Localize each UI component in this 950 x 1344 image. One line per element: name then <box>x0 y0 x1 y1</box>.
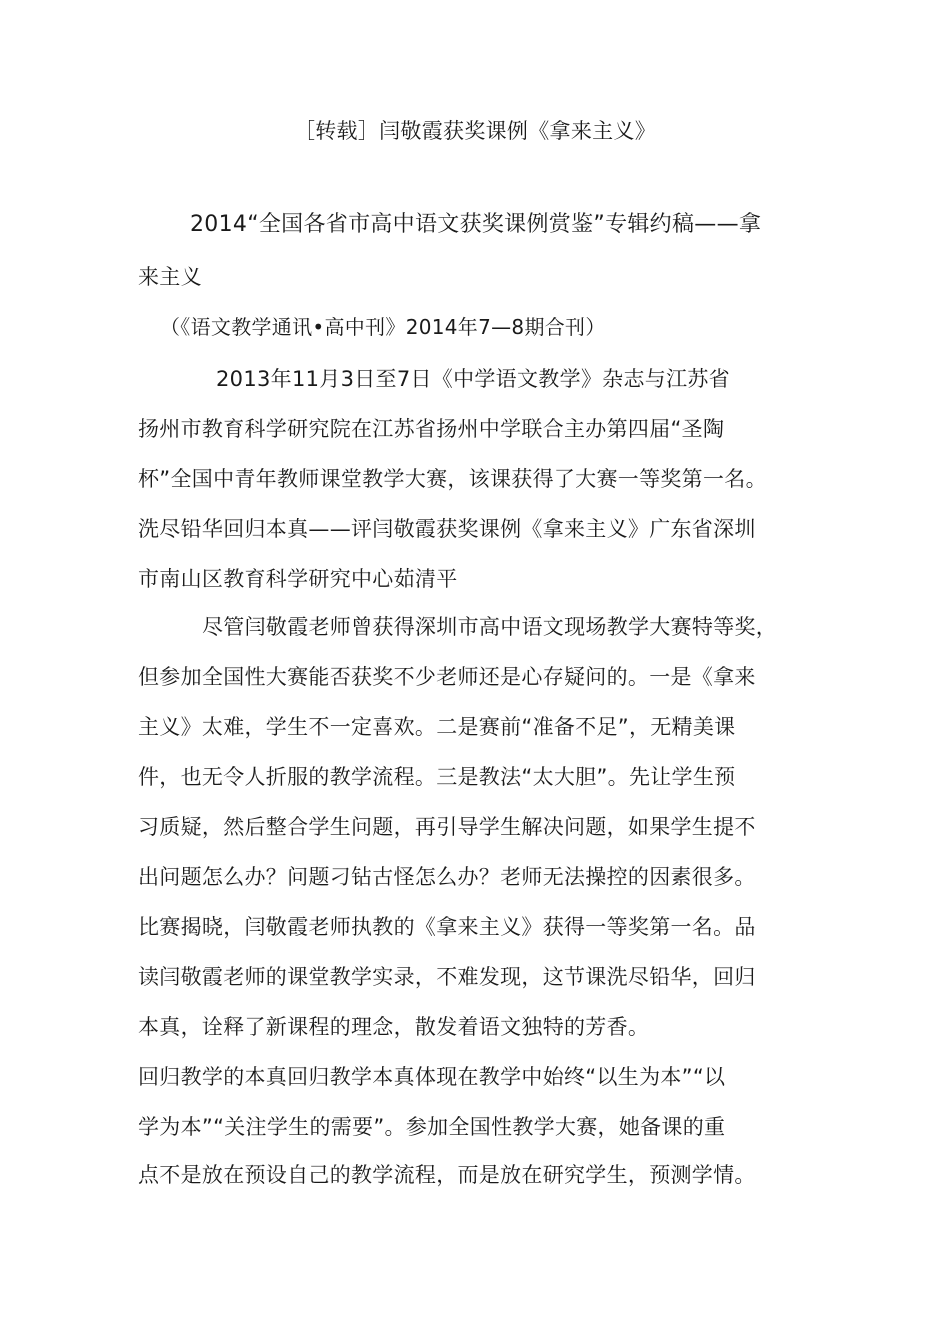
text-line: 件，也无令人折服的教学流程。三是教法“太大胆”。先让学生预 <box>138 765 736 789</box>
text-line: 市南山区教育科学研究中心茹清平 <box>138 567 458 591</box>
text-line: 主义》太难，学生不一定喜欢。二是赛前“准备不足”，无精美课 <box>138 715 736 739</box>
text-line: 杯”全国中青年教师课堂教学大赛，该课获得了大赛一等奖第一名。 <box>138 467 767 491</box>
text-line: 学为本”“关注学生的需要”。参加全国性教学大赛，她备课的重 <box>138 1115 726 1139</box>
text-line: 本真，诠释了新课程的理念，散发着语文独特的芳香。 <box>138 1015 650 1039</box>
text-line: 2014“全国各省市高中语文获奖课例赏鉴”专辑约稿——拿 <box>190 212 762 237</box>
text-line: 但参加全国性大赛能否获奖不少老师还是心存疑问的。一是《拿来 <box>138 665 756 689</box>
text-line: 来主义 <box>138 265 202 289</box>
text-line: 点不是放在预设自己的教学流程，而是放在研究学生，预测学情。 <box>138 1163 756 1187</box>
text-line: （《语文教学通讯•高中刊》2014年7—8期合刊） <box>160 315 606 339</box>
text-line: 2013年11月3日至7日《中学语文教学》杂志与江苏省 <box>216 367 730 391</box>
text-line: 洗尽铅华回归本真——评闫敬霞获奖课例《拿来主义》广东省深圳 <box>138 517 756 541</box>
document-title: ［转载］闫敬霞获奖课例《拿来主义》 <box>293 119 657 143</box>
text-line: 比赛揭晓，闫敬霞老师执教的《拿来主义》获得一等奖第一名。品 <box>138 915 756 939</box>
text-line: 扬州市教育科学研究院在江苏省扬州中学联合主办第四届“圣陶 <box>138 417 725 441</box>
text-line: 尽管闫敬霞老师曾获得深圳市高中语文现场教学大赛特等奖， <box>202 615 778 639</box>
text-line: 出问题怎么办？问题刁钻古怪怎么办？老师无法操控的因素很多。 <box>138 865 756 889</box>
text-line: 习质疑，然后整合学生问题，再引导学生解决问题，如果学生提不 <box>138 815 756 839</box>
text-line: 回归教学的本真回归教学本真体现在教学中始终“以生为本”“以 <box>138 1065 726 1089</box>
text-line: 读闫敬霞老师的课堂教学实录，不难发现，这节课洗尽铅华，回归 <box>138 965 756 989</box>
